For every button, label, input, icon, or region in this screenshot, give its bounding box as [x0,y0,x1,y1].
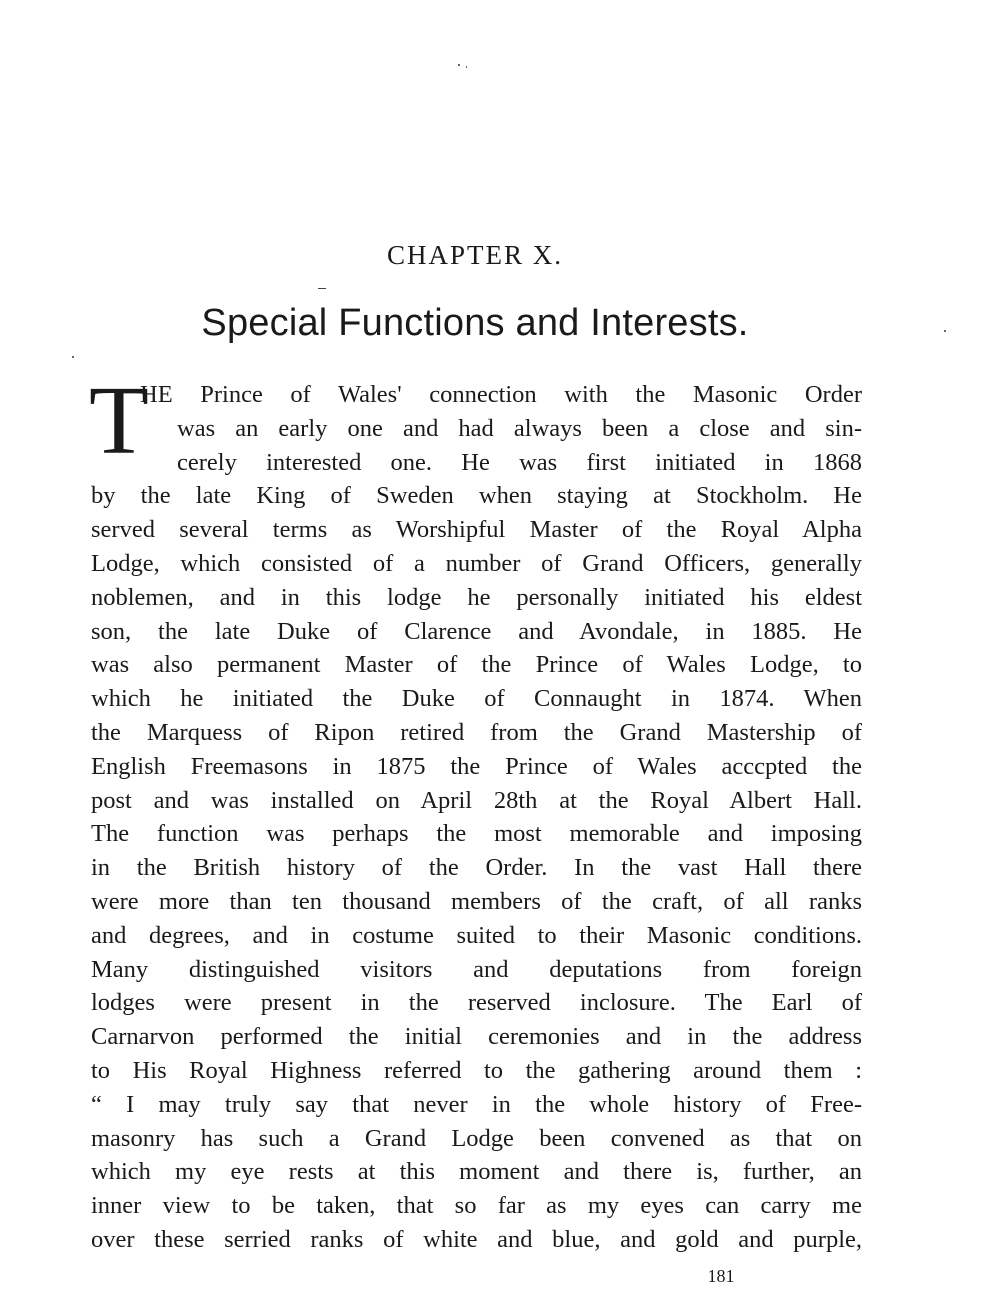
text-line: the Marquess of Ripon retired from the Grand Mastership of [91,719,862,746]
text-line: cerely interested one. He was first initiated in 1868 [177,448,862,476]
text-line: over these serried ranks of white and blue, and gold and purple, [91,1226,862,1253]
text-line: and degrees, and in costume suited to their Masonic conditions. [91,921,862,949]
text-line: served several terms as Worshipful Master of the Royal Alpha [91,516,862,544]
text-line: Many distinguished visitors and deputations from foreign [91,955,862,983]
text-line: English Freemasons in 1875 the Prince of Wales acccpted the [91,752,862,780]
text-line: was also permanent Master of the Prince of Wales Lodge, to [91,651,862,679]
text-line: post and was installed on April 28th at the Royal Albert Hall. [91,786,862,814]
chapter-number: CHAPTER X. [386,240,563,270]
text-line: son, the late Duke of Clarence and Avondale, in 1885. He [91,617,862,645]
text-line: lodges were present in the reserved inclosure. The Earl of [91,989,862,1017]
text-line: was an early one and had always been a close and sin- [177,414,862,442]
text-line: by the late King of Sweden when staying at Stockholm. He [91,482,862,510]
text-line: “ I may truly say that never in the whole history of Free- [91,1090,862,1118]
text-line: HE Prince of Wales' connection with the Masonic Order [140,381,862,408]
text-line: masonry has such a Grand Lodge been convened as that on [91,1124,862,1152]
print-speck [466,66,467,68]
text-line: in the British history of the Order. In the vast Hall there [91,854,862,882]
text-line: The function was perhaps the most memorable and imposing [91,820,862,848]
print-speck [458,64,460,66]
text-line: inner view to be taken, that so far as my eyes can carry me [91,1192,862,1220]
chapter-title: Special Functions and Interests. [201,302,749,344]
drop-cap: T [89,367,149,475]
text-line: which he initiated the Duke of Connaught in 1874. When [91,685,862,713]
heading-divider [318,288,326,289]
text-line: to His Royal Highness referred to the gathering around them : [91,1057,862,1084]
text-line: Carnarvon performed the initial ceremonies and in the address [91,1023,862,1051]
text-line: were more than ten thousand members of the craft, of all ranks [91,888,862,915]
page-number: 181 [707,1266,735,1286]
text-line: Lodge, which consisted of a number of Grand Officers, generally [91,550,862,577]
text-line: which my eye rests at this moment and there is, further, an [91,1158,862,1186]
text-line: noblemen, and in this lodge he personally initiated his eldest [91,583,862,611]
print-speck [72,356,74,358]
